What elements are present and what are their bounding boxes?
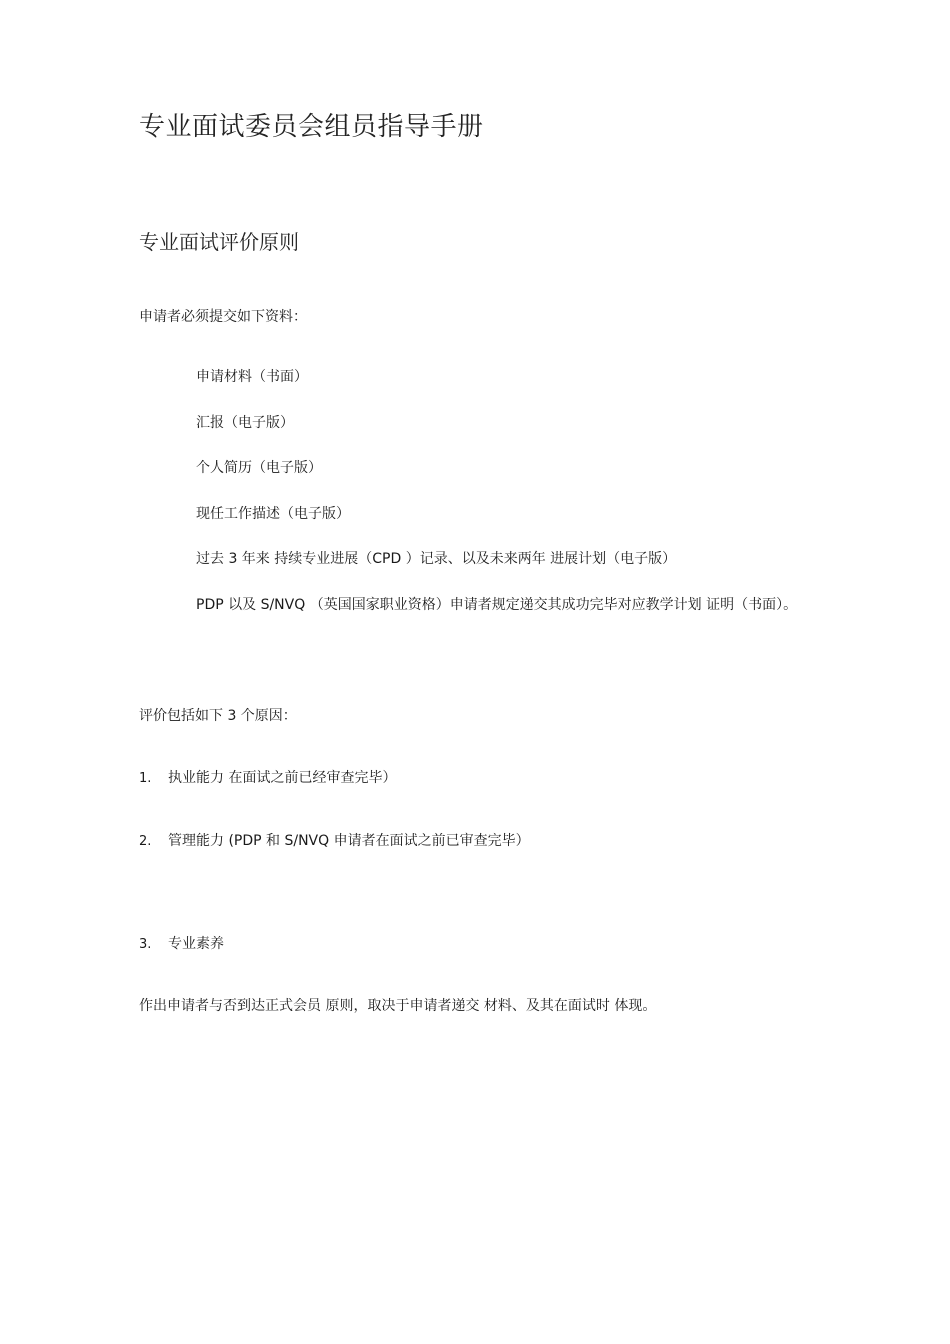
list-item: 申请材料（书面） [196, 369, 308, 385]
list-item: 现任工作描述（电子版） [196, 505, 350, 522]
list-item: 个人简历（电子版） [196, 460, 322, 476]
criteria-number: 1. [139, 771, 152, 786]
materials-list [196, 366, 836, 651]
document-title: 专业面试委员会组员指导手册 [139, 112, 484, 142]
conclusion-paragraph: 作出申请者与否到达正式会员 原则，取决于申请者递交 材料、及其在面试时 体现。 [139, 998, 657, 1014]
section-heading: 专业面试评价原则 [139, 230, 299, 254]
criteria-intro: 评价包括如下 3 个原因： [139, 708, 297, 724]
list-item: 过去 3 年来 持续专业进展（CPD ）记录、以及未来两年 进展计划（电子版） [196, 551, 677, 567]
criteria-item [139, 767, 396, 787]
list-item: 汇报（电子版） [196, 414, 294, 431]
criteria-number: 2. [139, 834, 152, 849]
criteria-text: 执业能力 在面试之前已经审查完毕） [168, 770, 397, 786]
criteria-text: 专业素养 [168, 936, 224, 952]
criteria-text: 管理能力 (PDP 和 S/NVQ 申请者在面试之前已审查完毕） [168, 833, 530, 849]
list-item: PDP 以及 S/NVQ （英国国家职业资格）申请者规定递交其成功完毕对应教学计划 证明（书面）。 [196, 596, 798, 613]
criteria-item [139, 830, 530, 850]
materials-intro: 申请者必须提交如下资料： [139, 309, 307, 325]
criteria-number: 3. [139, 937, 152, 952]
criteria-item [139, 933, 224, 953]
